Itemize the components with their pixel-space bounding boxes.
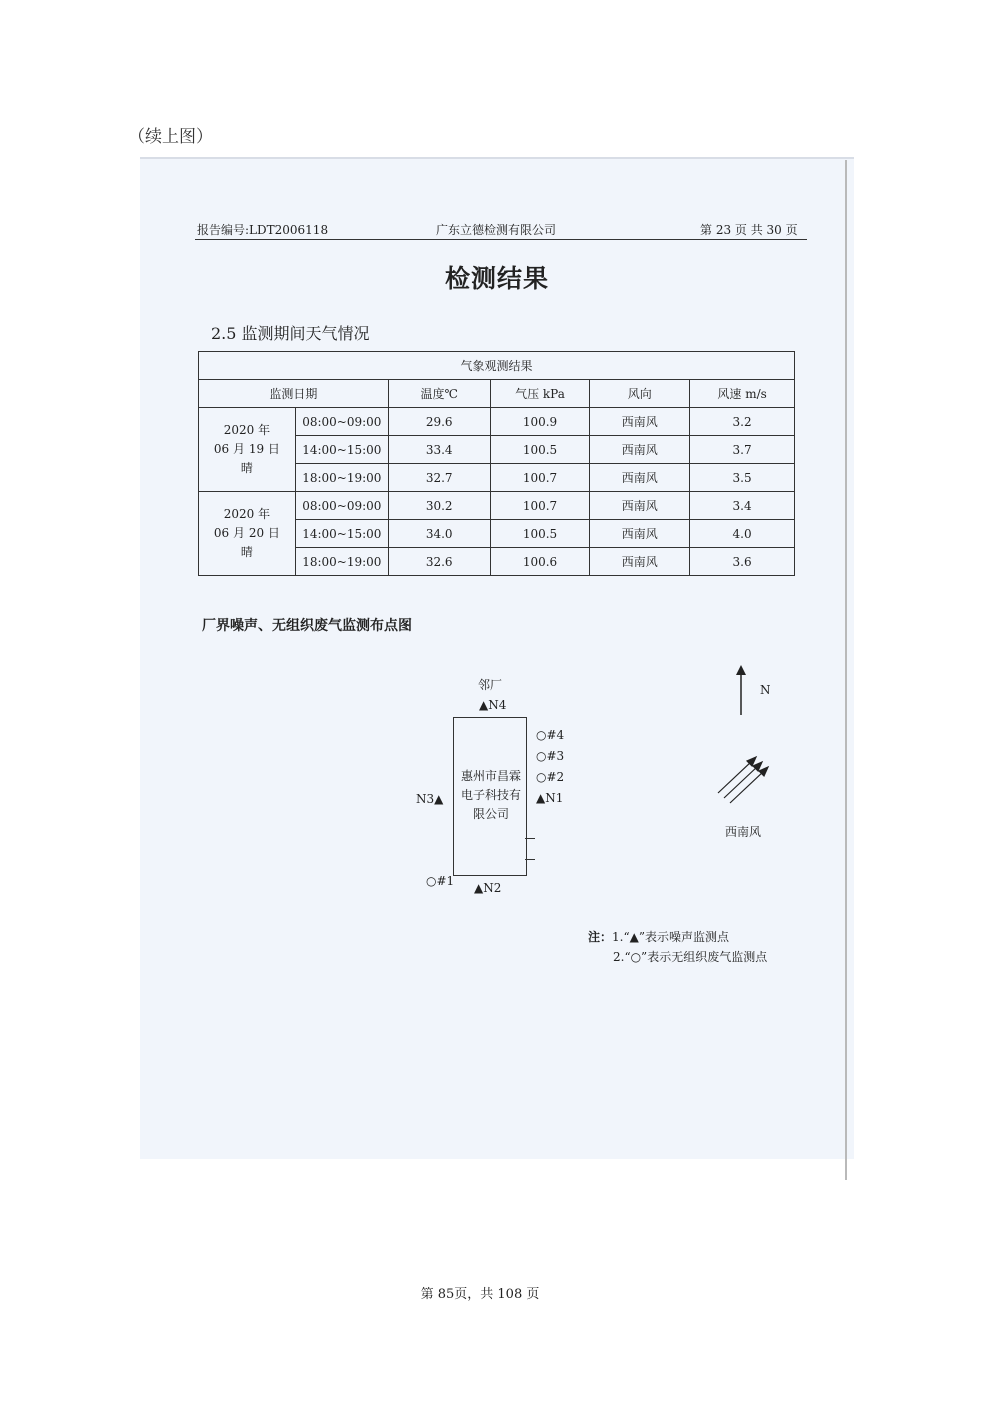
time-cell: 08:00~09:00 <box>295 408 388 436</box>
diagram-title: 厂界噪声、无组织废气监测布点图 <box>202 618 412 634</box>
note-line-2: 2.“○”表示无组织废气监测点 <box>613 950 768 964</box>
date-day: 06 月 20 日 <box>213 526 280 540</box>
gas-point-3: ○#3 <box>536 749 565 763</box>
wind-direction-cell: 西南风 <box>590 520 690 548</box>
notes-prefix-text: 注： <box>588 930 613 944</box>
wind-speed-cell: 3.4 <box>690 492 795 520</box>
table-row <box>199 492 795 520</box>
wind-direction-cell: 西南风 <box>590 464 690 492</box>
header-wind-speed: 风速 m/s <box>690 380 795 408</box>
table-caption: 气象观测结果 <box>199 352 795 380</box>
temperature-cell: 29.6 <box>388 408 490 436</box>
header-pressure: 气压 kPa <box>490 380 590 408</box>
pressure-cell: 100.9 <box>490 408 590 436</box>
north-label: N <box>760 683 771 697</box>
table-row <box>199 408 795 436</box>
header-temperature: 温度℃ <box>388 380 490 408</box>
date-year: 2020 年 <box>223 423 271 437</box>
pressure-cell: 100.7 <box>490 492 590 520</box>
note-line-1: 1.“▲”表示噪声监测点 <box>612 930 729 944</box>
time-cell: 18:00~19:00 <box>295 548 388 576</box>
time-cell: 14:00~15:00 <box>295 520 388 548</box>
header-rule <box>195 239 807 240</box>
document-title: 检测结果 <box>444 264 549 293</box>
wind-speed-cell: 3.7 <box>690 436 795 464</box>
wind-speed-cell: 3.6 <box>690 548 795 576</box>
report-page-info: 第 23 页 共 30 页 <box>700 223 798 237</box>
gas-point-4: ○#4 <box>536 728 565 742</box>
report-number: 报告编号:LDT2006118 <box>197 223 329 237</box>
pressure-cell: 100.5 <box>490 436 590 464</box>
wind-direction-icon <box>714 755 772 807</box>
wind-speed-cell: 4.0 <box>690 520 795 548</box>
temperature-cell: 33.4 <box>388 436 490 464</box>
north-arrow-icon <box>734 665 748 717</box>
neighbor-factory-label: 邻厂 <box>478 678 503 692</box>
header-date: 监测日期 <box>199 380 389 408</box>
table-header-row <box>199 380 795 408</box>
header-wind-direction: 风向 <box>590 380 690 408</box>
plant-name: 惠州市昌霖电子科技有限公司 <box>460 769 521 821</box>
weather-table <box>198 351 795 576</box>
wind-speed-cell: 3.2 <box>690 408 795 436</box>
date-cell <box>199 492 296 576</box>
gas-point-2: ○#2 <box>536 770 565 784</box>
time-cell: 18:00~19:00 <box>295 464 388 492</box>
page-footer: 第 85页，共 108 页 <box>420 1287 540 1302</box>
notes-prefix <box>588 928 729 945</box>
section-heading: 2.5 监测期间天气情况 <box>211 324 370 343</box>
scanned-report-page <box>140 157 854 1159</box>
temperature-cell: 32.6 <box>388 548 490 576</box>
date-weather: 晴 <box>240 545 253 559</box>
boundary-tick <box>525 838 535 839</box>
pressure-cell: 100.6 <box>490 548 590 576</box>
time-cell: 08:00~09:00 <box>295 492 388 520</box>
scan-edge <box>845 160 847 1180</box>
noise-point-n1: ▲N1 <box>536 791 564 805</box>
date-year: 2020 年 <box>223 507 271 521</box>
table-caption-row <box>199 352 795 380</box>
wind-speed-cell: 3.5 <box>690 464 795 492</box>
time-cell: 14:00~15:00 <box>295 436 388 464</box>
temperature-cell: 34.0 <box>388 520 490 548</box>
temperature-cell: 30.2 <box>388 492 490 520</box>
date-cell <box>199 408 296 492</box>
wind-direction-cell: 西南风 <box>590 548 690 576</box>
wind-direction-cell: 西南风 <box>590 408 690 436</box>
gas-point-1: ○#1 <box>426 874 455 888</box>
wind-direction-cell: 西南风 <box>590 492 690 520</box>
continued-label: （续上图） <box>128 127 213 147</box>
noise-point-n2: ▲N2 <box>474 881 502 895</box>
noise-point-n4: ▲N4 <box>479 698 507 712</box>
wind-direction-label: 西南风 <box>725 825 762 839</box>
report-company: 广东立德检测有限公司 <box>436 223 557 237</box>
pressure-cell: 100.7 <box>490 464 590 492</box>
boundary-tick <box>525 859 535 860</box>
wind-direction-cell: 西南风 <box>590 436 690 464</box>
temperature-cell: 32.7 <box>388 464 490 492</box>
pressure-cell: 100.5 <box>490 520 590 548</box>
date-day: 06 月 19 日 <box>213 442 280 456</box>
date-weather: 晴 <box>240 461 253 475</box>
noise-point-n3: N3▲ <box>416 792 444 806</box>
